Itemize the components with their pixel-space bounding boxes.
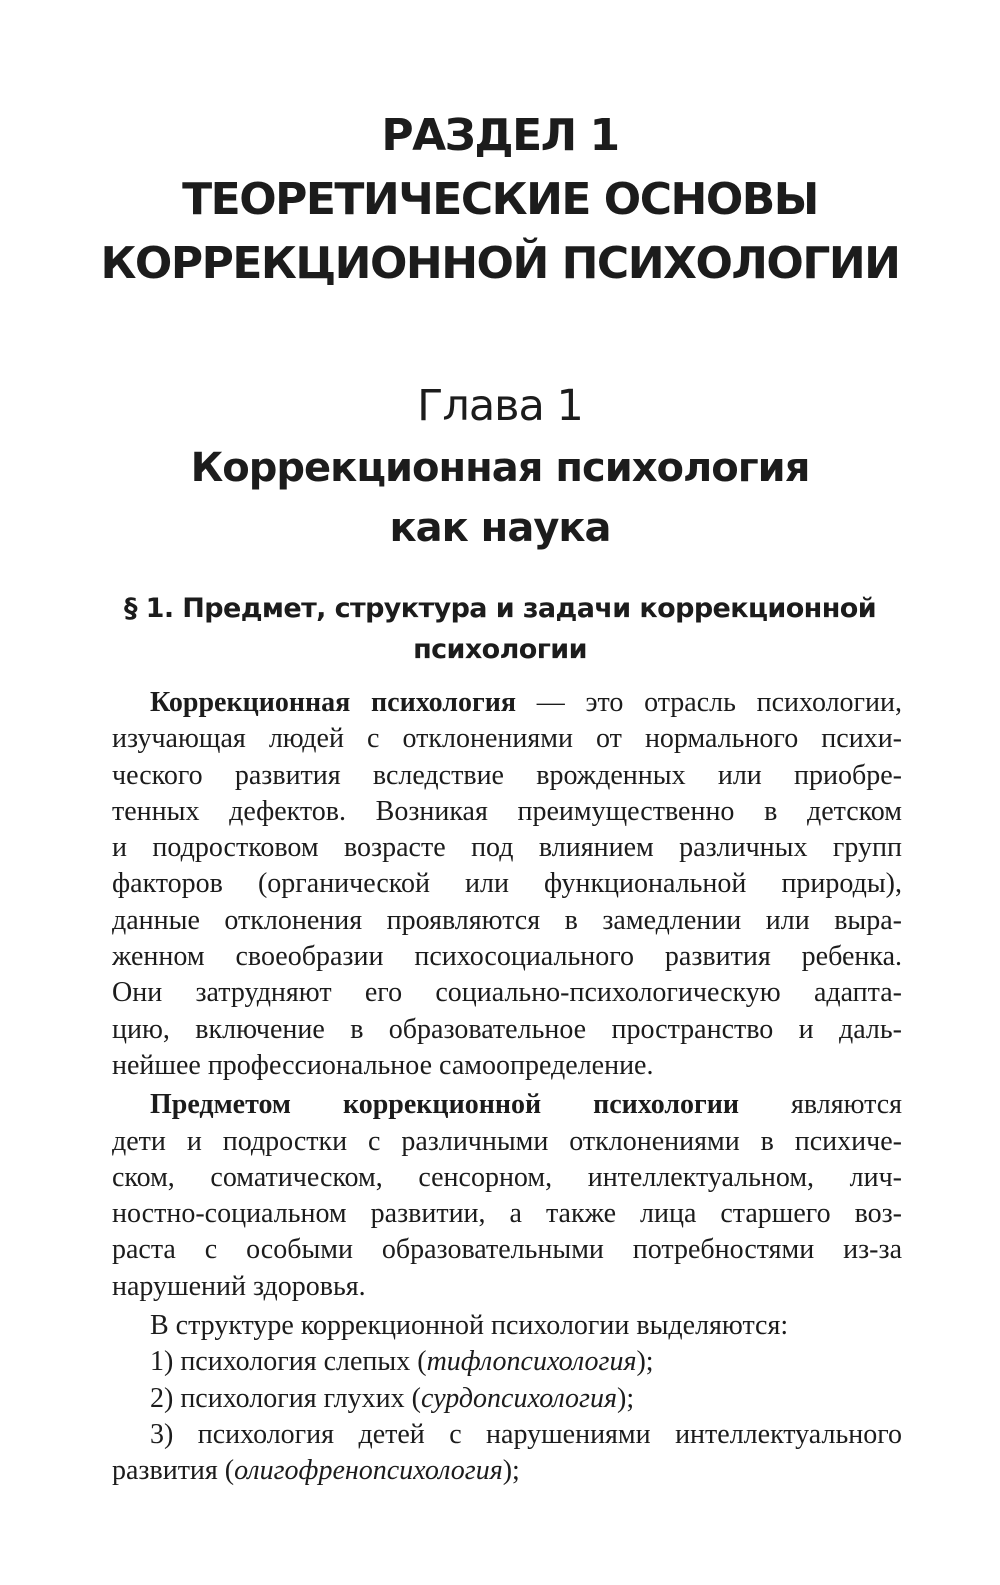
term-italic: тифлопсихология — [426, 1346, 637, 1378]
part-title-line: КОРРЕКЦИОННОЙ ПСИХОЛОГИИ — [100, 238, 900, 289]
paragraph-line: дети и подростки с различными отклонениями в психиче- — [112, 1125, 902, 1157]
term-bold: Предметом коррекционной психологии — [150, 1089, 740, 1121]
list-item: 3) психология детей с нарушениями интеллектуального — [150, 1418, 902, 1450]
paragraph-line: данные отклонения проявляются в замедлении или выра- — [112, 904, 902, 936]
paragraph-line: В структуре коррекционной психологии выделяются: — [150, 1310, 789, 1342]
term-italic: сурдопсихология — [420, 1382, 617, 1414]
paragraph-line: нейшее профессиональное самоопределение. — [112, 1049, 654, 1081]
term-bold: Коррекционная психология — [150, 687, 516, 718]
paragraph-line: цию, включение в образовательное пространство и даль- — [112, 1013, 902, 1045]
section-heading-line: психологии — [413, 634, 587, 665]
paragraph-line — [112, 1087, 902, 1123]
list-item-continuation: развития (олигофренопсихология); — [112, 1455, 520, 1487]
paragraph-line: изучающая людей с отклонениями от нормального психи- — [112, 723, 902, 755]
paragraph-line: нарушений здоровья. — [112, 1270, 366, 1302]
paragraph-line: раста с особыми образовательными потребностями из-за — [112, 1234, 902, 1266]
paragraph-line: ском, соматическом, сенсорном, интеллектуальном, лич- — [112, 1161, 902, 1193]
paragraph-line: Они затрудняют его социально-психологическую адапта- — [112, 977, 902, 1009]
paragraph-line: ческого развития вследствие врожденных или приобре- — [112, 759, 902, 791]
section-heading — [0, 588, 1000, 670]
text-span: являются — [739, 1089, 902, 1121]
paragraph-line: женном своеобразии психосоциального развития ребенка. — [112, 941, 902, 973]
list-item: 1) психология слепых (тифлопсихология); — [150, 1346, 654, 1378]
text-span: — это отрасль психологии, — [516, 687, 902, 718]
list-item: 2) психология глухих (сурдопсихология); — [150, 1382, 635, 1414]
part-heading — [0, 104, 1000, 296]
chapter-label: Глава 1 — [417, 381, 583, 431]
paragraph-line: факторов (органической или функциональной природы), — [112, 868, 902, 900]
part-number: РАЗДЕЛ 1 — [381, 110, 619, 161]
paragraph-line: и подростковом возрасте под влиянием различных групп — [112, 832, 902, 864]
paragraph-line: ностно-социальном развитии, а также лица старшего воз- — [112, 1198, 902, 1230]
chapter-title-line: как наука — [389, 505, 611, 551]
part-title-line: ТЕОРЕТИЧЕСКИЕ ОСНОВЫ — [182, 174, 818, 225]
chapter-title-line: Коррекционная психология — [190, 445, 810, 491]
paragraph-line — [112, 685, 902, 721]
term-italic: олигофренопсихология — [234, 1455, 503, 1487]
paragraph-line: тенных дефектов. Возникая преимущественно в детском — [112, 795, 902, 827]
body-text — [112, 685, 902, 1490]
chapter-title — [0, 438, 1000, 558]
section-heading-line: § 1. Предмет, структура и задачи коррекционной — [123, 593, 877, 624]
